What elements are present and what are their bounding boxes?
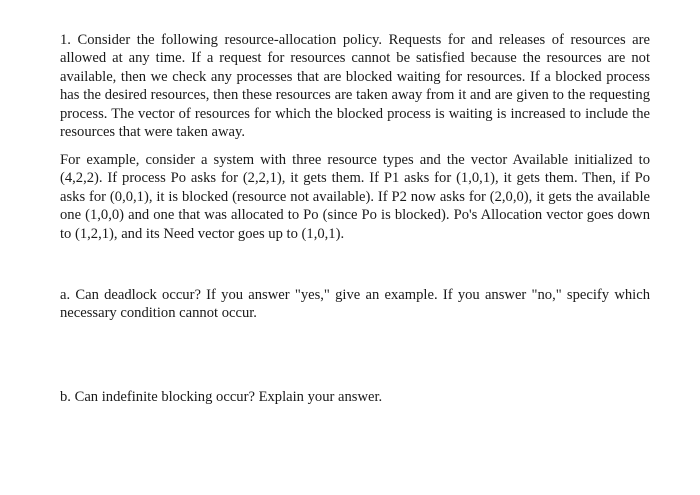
question-a: a. Can deadlock occur? If you answer "yes," give an example. If you answer "no," specify which necessary condition cannot occur.: [60, 287, 650, 322]
intro-paragraph: 1. Consider the following resource-allocation policy. Requests for and releases of resources are allowed at any time. If a request for resources cannot be satisfied because the resources are not available, then we check any processes that are blocked waiting for resources. If a blocked process has the desired resources, then these resources are taken away from it and are given to the requesting process. The vector of resources for which the blocked process is waiting is increased to include the resources that were taken away.: [60, 32, 650, 141]
example-paragraph: For example, consider a system with three resource types and the vector Available initialized to (4,2,2). If process Po asks for (2,2,1), it gets them. If P1 asks for (1,0,1), it gets them. Then, if Po asks for (0,0,1), it is blocked (resource not available). If P2 now asks for (2,0,0), it gets the available one (1,0,0) and one that was allocated to Po (since Po is blocked). Po's Allocation vector goes down to (1,2,1), and its Need vector goes up to (1,0,1).: [60, 152, 650, 242]
question-b: b. Can indefinite blocking occur? Explain your answer.: [60, 389, 383, 405]
